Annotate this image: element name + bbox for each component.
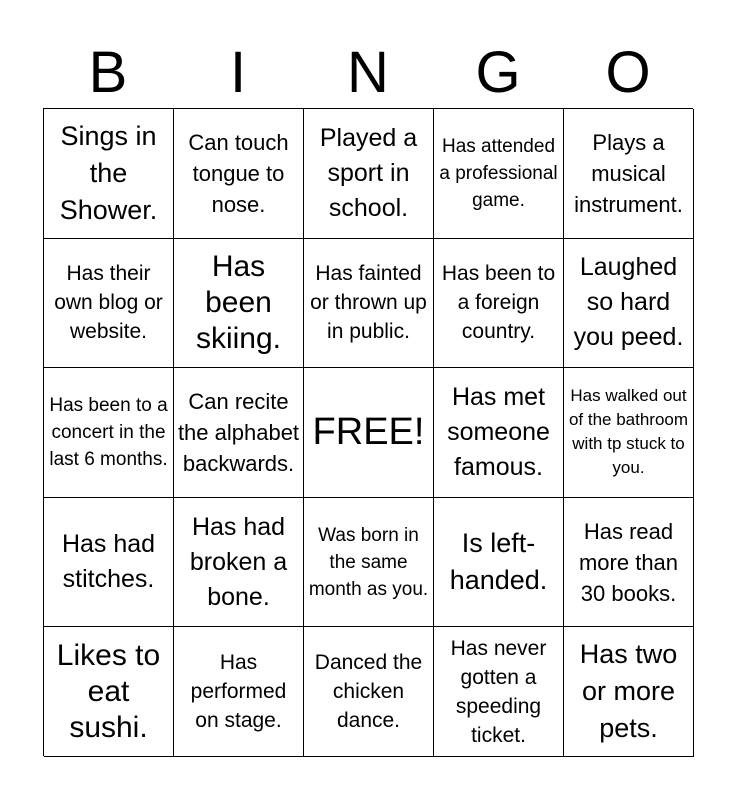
bingo-header xyxy=(43,38,693,108)
cell-text: Played a sport in school. xyxy=(319,123,418,222)
cell-text: Has been to a foreign country. xyxy=(441,262,556,344)
cell-text: Has fainted or thrown up in public. xyxy=(310,262,427,344)
header-letter-n: N xyxy=(347,40,389,105)
cell-text: Has performed on stage. xyxy=(190,651,287,733)
bingo-cell xyxy=(434,627,564,757)
header-letter-i: I xyxy=(229,40,247,105)
cell-text: Has never gotten a speeding ticket. xyxy=(450,636,547,747)
cell-text: Has their own blog or website. xyxy=(54,262,163,344)
bingo-cell xyxy=(304,627,434,757)
cell-text: Has had stitches. xyxy=(61,530,156,594)
bingo-cell xyxy=(434,239,564,369)
cell-text: Is left-handed. xyxy=(449,528,548,596)
bingo-cell xyxy=(44,627,174,757)
bingo-cell xyxy=(564,109,694,239)
cell-text: Has two or more pets. xyxy=(579,639,678,744)
bingo-cell xyxy=(304,109,434,239)
cell-text: Has been skiing. xyxy=(195,249,282,355)
header-letter-g: G xyxy=(475,40,521,105)
cell-text: Has been to a concert in the last 6 months. xyxy=(49,394,168,470)
bingo-cell xyxy=(174,498,304,628)
cell-text: Has read more than 30 books. xyxy=(578,518,679,606)
bingo-cell xyxy=(434,498,564,628)
bingo-cell xyxy=(44,109,174,239)
bingo-cell xyxy=(564,239,694,369)
cell-text: Has had broken a bone. xyxy=(189,512,288,611)
bingo-cell xyxy=(564,368,694,498)
cell-text: Can touch tongue to nose. xyxy=(188,129,289,217)
header-letter-o: O xyxy=(605,40,651,105)
free-space-text: FREE! xyxy=(312,411,425,454)
bingo-cell xyxy=(304,239,434,369)
bingo-cell xyxy=(564,627,694,757)
cell-text: Has walked out of the bathroom with tp stuck to you. xyxy=(568,386,689,478)
bingo-cell xyxy=(174,368,304,498)
cell-text: Was born in the same month as you. xyxy=(308,524,429,600)
cell-text: Can recite the alphabet backwards. xyxy=(177,388,300,476)
bingo-cell xyxy=(174,109,304,239)
bingo-cell xyxy=(434,109,564,239)
free-space-cell xyxy=(304,368,434,498)
bingo-cell xyxy=(174,627,304,757)
cell-text: Plays a musical instrument. xyxy=(574,129,683,217)
bingo-cell xyxy=(174,239,304,369)
cell-text: Sings in the Shower. xyxy=(59,120,158,225)
bingo-cell xyxy=(44,368,174,498)
cell-text: Danced the chicken dance. xyxy=(314,651,423,733)
cell-text: Has met someone famous. xyxy=(447,382,550,481)
bingo-cell xyxy=(304,498,434,628)
bingo-cell xyxy=(564,498,694,628)
bingo-grid xyxy=(43,108,693,756)
bingo-cell xyxy=(434,368,564,498)
cell-text: Likes to eat sushi. xyxy=(56,638,161,744)
cell-text: Laughed so hard you peed. xyxy=(573,253,684,352)
header-letter-b: B xyxy=(88,40,128,105)
bingo-cell xyxy=(44,239,174,369)
cell-text: Has attended a professional game. xyxy=(439,135,558,211)
bingo-cell xyxy=(44,498,174,628)
